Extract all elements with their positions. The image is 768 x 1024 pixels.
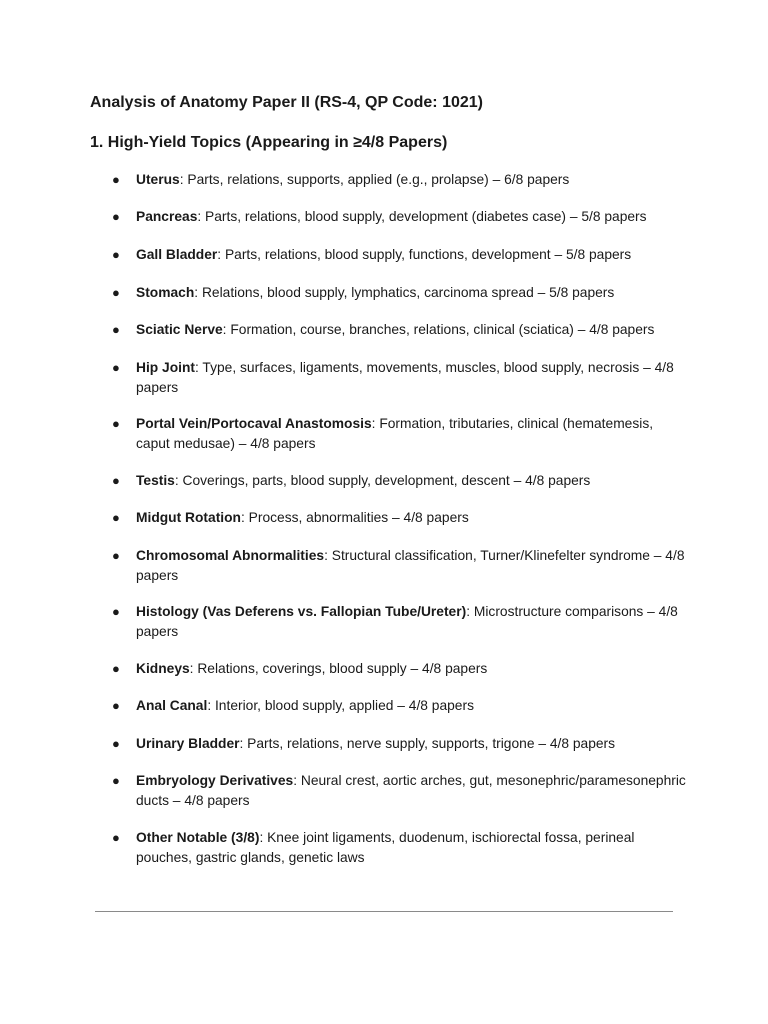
topic-name: Gall Bladder (136, 247, 218, 262)
list-item (112, 696, 688, 716)
topic-name: Other Notable (3/8) (136, 830, 260, 845)
list-item (112, 170, 688, 190)
list-item (112, 358, 688, 397)
topic-name: Testis (136, 473, 175, 488)
list-item (112, 828, 688, 867)
bullet-icon: ● (112, 473, 120, 488)
bullet-icon: ● (112, 548, 120, 563)
bullet-icon: ● (112, 209, 120, 224)
list-item (112, 508, 688, 528)
bullet-icon: ● (112, 773, 120, 788)
topic-name: Uterus (136, 172, 180, 187)
topic-details: : Parts, relations, blood supply, functions, development – 5/8 papers (217, 247, 632, 262)
topic-name: Embryology Derivatives (136, 773, 294, 788)
topic-name: Pancreas (136, 209, 198, 224)
bullet-icon: ● (112, 698, 120, 713)
topic-details: : Type, surfaces, ligaments, movements, muscles, blood supply, necrosis – 4/8 papers (136, 360, 674, 395)
bullet-icon: ● (112, 604, 120, 619)
section-heading: 1. High-Yield Topics (Appearing in ≥4/8 Papers) (90, 134, 448, 151)
list-item (112, 546, 688, 585)
list-item (112, 734, 688, 754)
topic-name: Chromosomal Abnormalities (136, 548, 325, 563)
topic-name: Anal Canal (136, 698, 208, 713)
topic-details: : Formation, tributaries, clinical (hematemesis, caput medusae) – 4/8 papers (136, 416, 654, 451)
topic-name: Sciatic Nerve (136, 322, 223, 337)
list-item (112, 320, 688, 340)
list-item (112, 207, 688, 227)
topic-details: : Parts, relations, supports, applied (e.g., prolapse) – 6/8 papers (179, 172, 570, 187)
horizontal-divider (95, 911, 673, 912)
topic-details: : Relations, coverings, blood supply – 4/8 papers (189, 661, 488, 676)
bullet-icon: ● (112, 172, 120, 187)
topic-name: Midgut Rotation (136, 510, 241, 525)
bullet-icon: ● (112, 416, 120, 431)
topic-details: : Coverings, parts, blood supply, development, descent – 4/8 papers (174, 473, 591, 488)
bullet-icon: ● (112, 830, 120, 845)
topic-name: Kidneys (136, 661, 190, 676)
list-item (112, 659, 688, 679)
topic-name: Hip Joint (136, 360, 196, 375)
bullet-icon: ● (112, 360, 120, 375)
topic-details: : Relations, blood supply, lymphatics, carcinoma spread – 5/8 papers (194, 285, 615, 300)
list-item (112, 245, 688, 265)
topic-details: : Parts, relations, nerve supply, supports, trigone – 4/8 papers (239, 736, 616, 751)
topic-details: : Microstructure comparisons – 4/8 papers (136, 604, 678, 639)
document-title: Analysis of Anatomy Paper II (RS-4, QP Code: 1021) (90, 94, 483, 111)
bullet-icon: ● (112, 736, 120, 751)
topic-details: : Structural classification, Turner/Klinefelter syndrome – 4/8 papers (136, 548, 685, 583)
topic-details: : Parts, relations, blood supply, development (diabetes case) – 5/8 papers (197, 209, 647, 224)
list-item (112, 414, 688, 453)
list-item (112, 771, 688, 810)
topic-details: : Knee joint ligaments, duodenum, ischiorectal fossa, perineal pouches, gastric glands, genetic laws (136, 830, 635, 865)
topic-name: Stomach (136, 285, 195, 300)
topic-name: Portal Vein/Portocaval Anastomosis (136, 416, 372, 431)
bullet-icon: ● (112, 285, 120, 300)
topic-details: : Process, abnormalities – 4/8 papers (240, 510, 469, 525)
topic-details: : Formation, course, branches, relations, clinical (sciatica) – 4/8 papers (222, 322, 655, 337)
list-item (112, 602, 688, 641)
bullet-icon: ● (112, 247, 120, 262)
bullet-icon: ● (112, 510, 120, 525)
topic-name: Urinary Bladder (136, 736, 240, 751)
bullet-icon: ● (112, 322, 120, 337)
bullet-icon: ● (112, 661, 120, 676)
topic-details: : Neural crest, aortic arches, gut, mesonephric/paramesonephric ducts – 4/8 papers (136, 773, 686, 808)
topic-name: Histology (Vas Deferens vs. Fallopian Tube/Ureter) (136, 604, 467, 619)
list-item (112, 283, 688, 303)
topic-details: : Interior, blood supply, applied – 4/8 papers (207, 698, 474, 713)
list-item (112, 471, 688, 491)
